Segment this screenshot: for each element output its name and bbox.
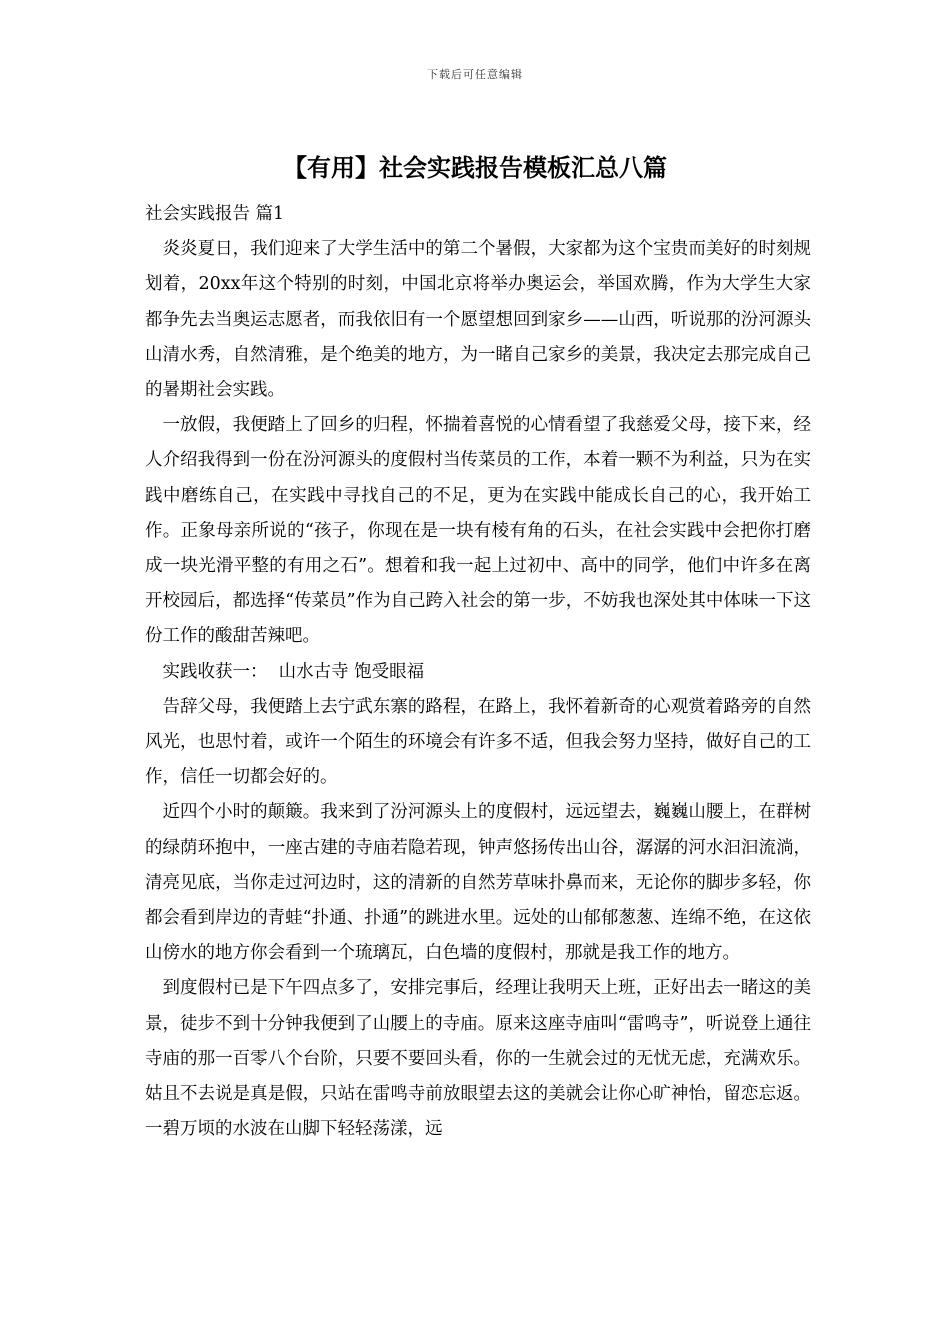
document-title: 【有用】社会实践报告模板汇总八篇 <box>283 153 667 182</box>
paragraph: 炎炎夏日，我们迎来了大学生活中的第二个暑假，大家都为这个宝贵而美好的时刻规划着，20xx年这个特别的时刻，中国北京将举办奥运会，举国欢腾，作为大学生大家都争先去当奥运志愿者，而我依旧有一个愿望想回到家乡——山西，听说那的汾河源头山清水秀，自然清雅，是个绝美的地方，为一睹自己家乡的美景，我决定去那完成自己的暑期社会实践。 <box>145 239 811 401</box>
paragraph: 近四个小时的颠簸。我来到了汾河源头上的度假村，远远望去，巍巍山腰上，在群树的绿荫环抱中，一座古建的寺庙若隐若现，钟声悠扬传出山谷，潺潺的河水汩汩流淌，清亮见底，当你走过河边时，这的清新的自然芳草味扑鼻而来，无论你的脚步多轻，你都会看到岸边的青蛙“扑通、扑通”的跳进水里。远处的山郁郁葱葱、连绵不绝，在这依山傍水的地方你会看到一个琉璃瓦，白色墙的度假村，那就是我工作的地方。 <box>145 802 811 964</box>
paragraph: 告辞父母，我便踏上去宁武东寨的路程，在路上，我怀着新奇的心观赏着路旁的自然风光，也思忖着，或许一个陌生的环境会有许多不适，但我会努力坚持，做好自己的工作，信任一切都会好的。 <box>145 696 811 788</box>
paragraph: 一放假，我便踏上了回乡的归程，怀揣着喜悦的心情看望了我慈爱父母，接下来，经人介绍我得到一份在汾河源头的度假村当传菜员的工作，本着一颗不为利益，只为在实践中磨练自己，在实践中寻找自己的不足，更为在实践中能成长自己的心，我开始工作。正象母亲所说的“孩子，你现在是一块有棱有角的石头，在社会实践中会把你打磨成一块光滑平整的有用之石”。想着和我一起上过初中、高中的同学，他们中许多在离开校园后，都选择“传菜员”作为自己跨入社会的第一步，不妨我也深处其中体味一下这份工作的酸甜苦辣吧。 <box>145 415 811 647</box>
subheading: 实践收获一： 山水古寺 饱受眼福 <box>162 661 425 682</box>
paragraph: 到度假村已是下午四点多了，安排完事后，经理让我明天上班，正好出去一睹这的美景，徒步不到十分钟我便到了山腰上的寺庙。原来这座寺庙叫“雷鸣寺”，听说登上通往寺庙的那一百零八个台阶，只要不要回头看，你的一生就会过的无忧无虑，充满欢乐。姑且不去说是真是假，只站在雷鸣寺前放眼望去这的美就会让你心旷神怡，留恋忘返。一碧万顷的水波在山脚下轻轻荡漾，远 <box>145 978 811 1140</box>
document-body <box>145 197 811 1147</box>
section-label: 社会实践报告 篇1 <box>145 204 285 224</box>
header-note: 下载后可任意编辑 <box>427 68 523 81</box>
